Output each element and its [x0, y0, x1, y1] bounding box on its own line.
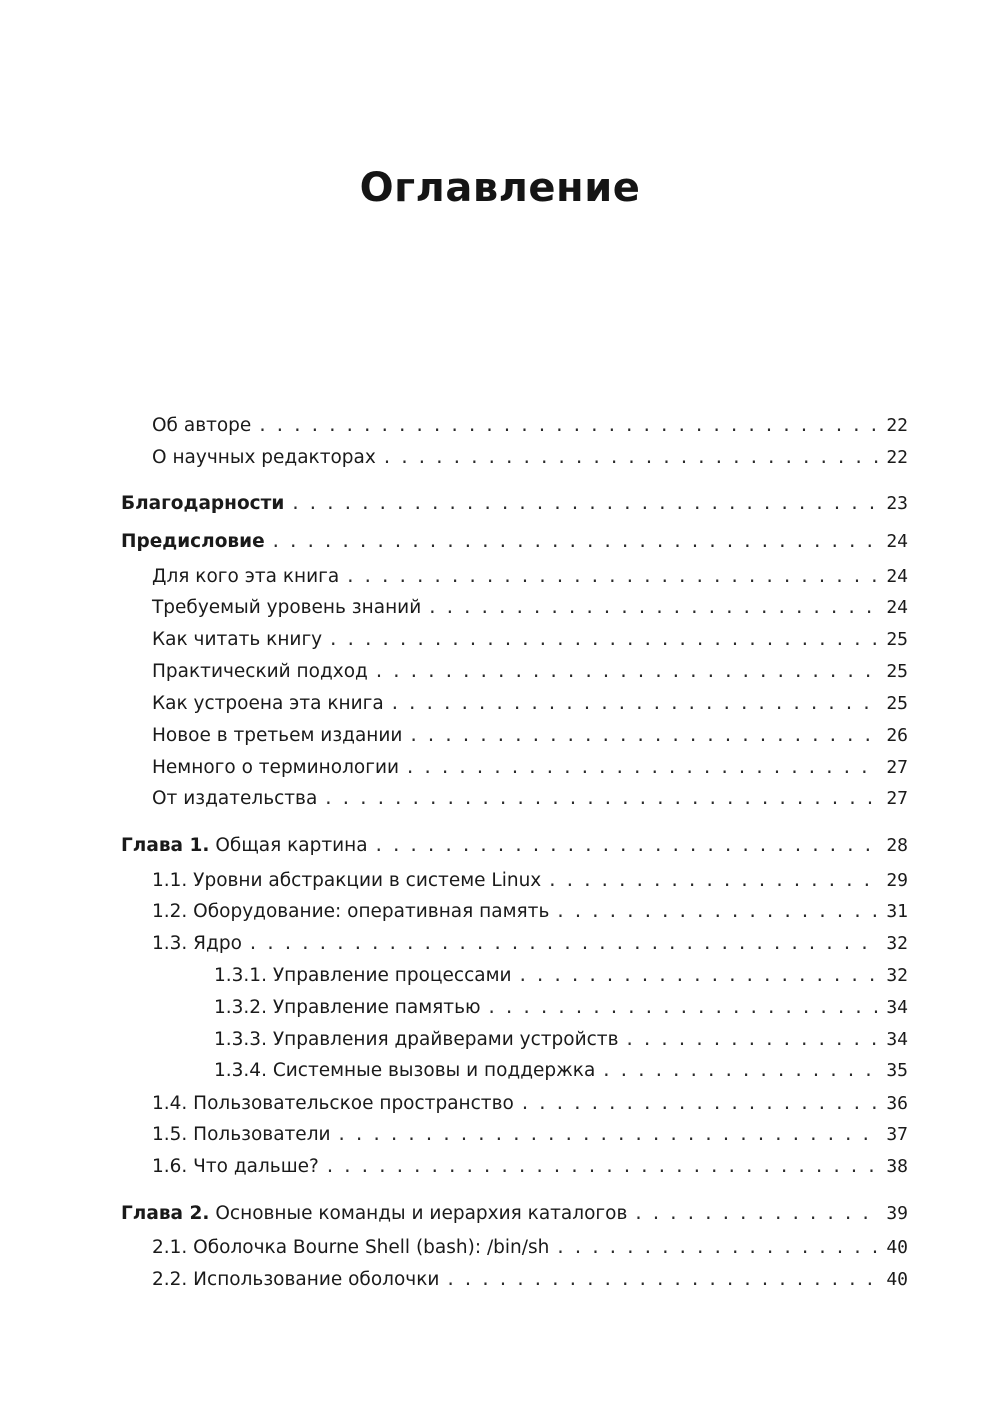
toc-entry-text: Для кого эта книга: [152, 566, 340, 587]
toc-page-number: 36: [886, 1093, 908, 1114]
dot-leader: [555, 898, 880, 926]
dot-leader: [633, 1200, 880, 1228]
dot-leader: [427, 594, 880, 622]
toc-page-number: 22: [886, 447, 908, 468]
toc-page-number: 24: [886, 566, 908, 587]
toc-entry-text: 1.3. Ядро: [152, 933, 242, 954]
toc-page-number: 23: [886, 493, 908, 514]
toc-entry-2-1[interactable]: [152, 1234, 908, 1262]
toc-page-number: 35: [886, 1060, 908, 1081]
toc-entry-text: Практический подход: [152, 661, 368, 682]
toc-page-number: 25: [886, 629, 908, 650]
toc-entry-acknowledgements[interactable]: [121, 490, 908, 518]
toc-page-number: 40: [886, 1237, 908, 1258]
toc-entry-1-1[interactable]: [152, 867, 908, 895]
toc-entry-1-3-1[interactable]: [214, 962, 908, 990]
toc-page-number: 38: [886, 1156, 908, 1177]
toc-page-number: 40: [886, 1269, 908, 1290]
dot-leader: [257, 412, 880, 440]
dot-leader: [328, 626, 880, 654]
toc-entry-hands-on[interactable]: [152, 658, 908, 686]
toc-entry-text: 1.3.1. Управление процессами: [214, 965, 512, 986]
toc-page-number: 24: [886, 531, 908, 552]
toc-entry-bold-text: Благодарности: [121, 493, 285, 514]
toc-entry-text: 1.2. Оборудование: оперативная память: [152, 901, 550, 922]
toc-entry-text: Общая картина: [215, 835, 368, 856]
toc-chapter-label: Глава 2.: [121, 1203, 210, 1224]
toc-entry-text: 1.5. Пользователи: [152, 1124, 331, 1145]
dot-leader: [290, 490, 880, 518]
toc-page-number: 27: [886, 757, 908, 778]
toc-entry-1-5[interactable]: [152, 1121, 908, 1149]
dot-leader: [390, 690, 881, 718]
dot-leader: [518, 962, 881, 990]
toc-entry-text: Новое в третьем издании: [152, 725, 403, 746]
dot-leader: [337, 1121, 881, 1149]
toc-entry-chapter-2[interactable]: [121, 1200, 908, 1228]
toc-page-number: 28: [886, 835, 908, 856]
toc-chapter-label: Глава 1.: [121, 835, 210, 856]
dot-leader: [325, 1153, 880, 1181]
dot-leader: [408, 722, 880, 750]
dot-leader: [382, 444, 880, 472]
toc-entry-text: 1.1. Уровни абстракции в системе Linux: [152, 870, 542, 891]
toc-page-number: 39: [886, 1203, 908, 1224]
toc-entry-terminology[interactable]: [152, 754, 908, 782]
toc-entry-text: 2.2. Использование оболочки: [152, 1269, 440, 1290]
toc-entry-preface[interactable]: [121, 528, 908, 556]
toc-entry-text: 1.4. Пользовательское пространство: [152, 1093, 514, 1114]
toc-entry-bold-text: Предисловие: [121, 531, 265, 552]
toc-entry-text: 1.6. Что дальше?: [152, 1156, 319, 1177]
dot-leader: [345, 563, 880, 591]
toc-entry-audience[interactable]: [152, 563, 908, 591]
toc-page-number: 32: [886, 965, 908, 986]
toc-entry-text: 1.3.3. Управления драйверами устройств: [214, 1029, 619, 1050]
toc-page-number: 26: [886, 725, 908, 746]
toc-entry-book-organization[interactable]: [152, 690, 908, 718]
toc-entry-publisher[interactable]: [152, 785, 908, 813]
toc-page-number: 34: [886, 997, 908, 1018]
toc-entry-1-6[interactable]: [152, 1153, 908, 1181]
dot-leader: [624, 1026, 880, 1054]
toc-page-number: 32: [886, 933, 908, 954]
toc-page-number: 25: [886, 693, 908, 714]
toc-entry-text: Немного о терминологии: [152, 757, 399, 778]
dot-leader: [271, 528, 881, 556]
dot-leader: [248, 930, 880, 958]
dot-leader: [445, 1266, 880, 1294]
toc-page-number: 27: [886, 788, 908, 809]
dot-leader: [374, 832, 881, 860]
toc-entry-text: Об авторе: [152, 415, 252, 436]
toc-page-number: 22: [886, 415, 908, 436]
dot-leader: [405, 754, 880, 782]
toc-entry-science-editors[interactable]: [152, 444, 908, 472]
toc-entry-text: От издательства: [152, 788, 318, 809]
toc-entry-1-3-4[interactable]: [214, 1057, 908, 1085]
toc-entry-1-3-3[interactable]: [214, 1026, 908, 1054]
dot-leader: [601, 1057, 880, 1085]
toc-page-number: 34: [886, 1029, 908, 1050]
toc-entry-1-2[interactable]: [152, 898, 908, 926]
toc-entry-prerequisites[interactable]: [152, 594, 908, 622]
toc-entry-text: Требуемый уровень знаний: [152, 597, 422, 618]
dot-leader: [374, 658, 881, 686]
toc-entry-text: Как читать книгу: [152, 629, 323, 650]
toc-page-number: 25: [886, 661, 908, 682]
page-title: Оглавление: [359, 165, 641, 211]
toc-entry-text: Как устроена эта книга: [152, 693, 384, 714]
toc-entry-text: 1.3.2. Управление памятью: [214, 997, 481, 1018]
toc-entry-1-3-2[interactable]: [214, 994, 908, 1022]
toc-entry-text: Основные команды и иерархия каталогов: [215, 1203, 628, 1224]
dot-leader: [555, 1234, 880, 1262]
dot-leader: [520, 1090, 881, 1118]
dot-leader: [487, 994, 881, 1022]
toc-page-number: 29: [886, 870, 908, 891]
toc-page-number: 37: [886, 1124, 908, 1145]
toc-entry-chapter-1[interactable]: [121, 832, 908, 860]
toc-entry-about-author[interactable]: [152, 412, 908, 440]
toc-entry-1-3[interactable]: [152, 930, 908, 958]
toc-entry-text: 2.1. Оболочка Bourne Shell (bash): /bin/sh: [152, 1237, 550, 1258]
toc-entry-2-2[interactable]: [152, 1266, 908, 1294]
toc-page-number: 24: [886, 597, 908, 618]
toc-entry-how-to-read[interactable]: [152, 626, 908, 654]
toc-entry-third-edition[interactable]: [152, 722, 908, 750]
toc-entry-text: 1.3.4. Системные вызовы и поддержка: [214, 1060, 596, 1081]
dot-leader: [323, 785, 880, 813]
toc-entry-1-4[interactable]: [152, 1090, 908, 1118]
toc-page-number: 31: [886, 901, 908, 922]
toc-entry-text: О научных редакторах: [152, 447, 376, 468]
dot-leader: [547, 867, 880, 895]
